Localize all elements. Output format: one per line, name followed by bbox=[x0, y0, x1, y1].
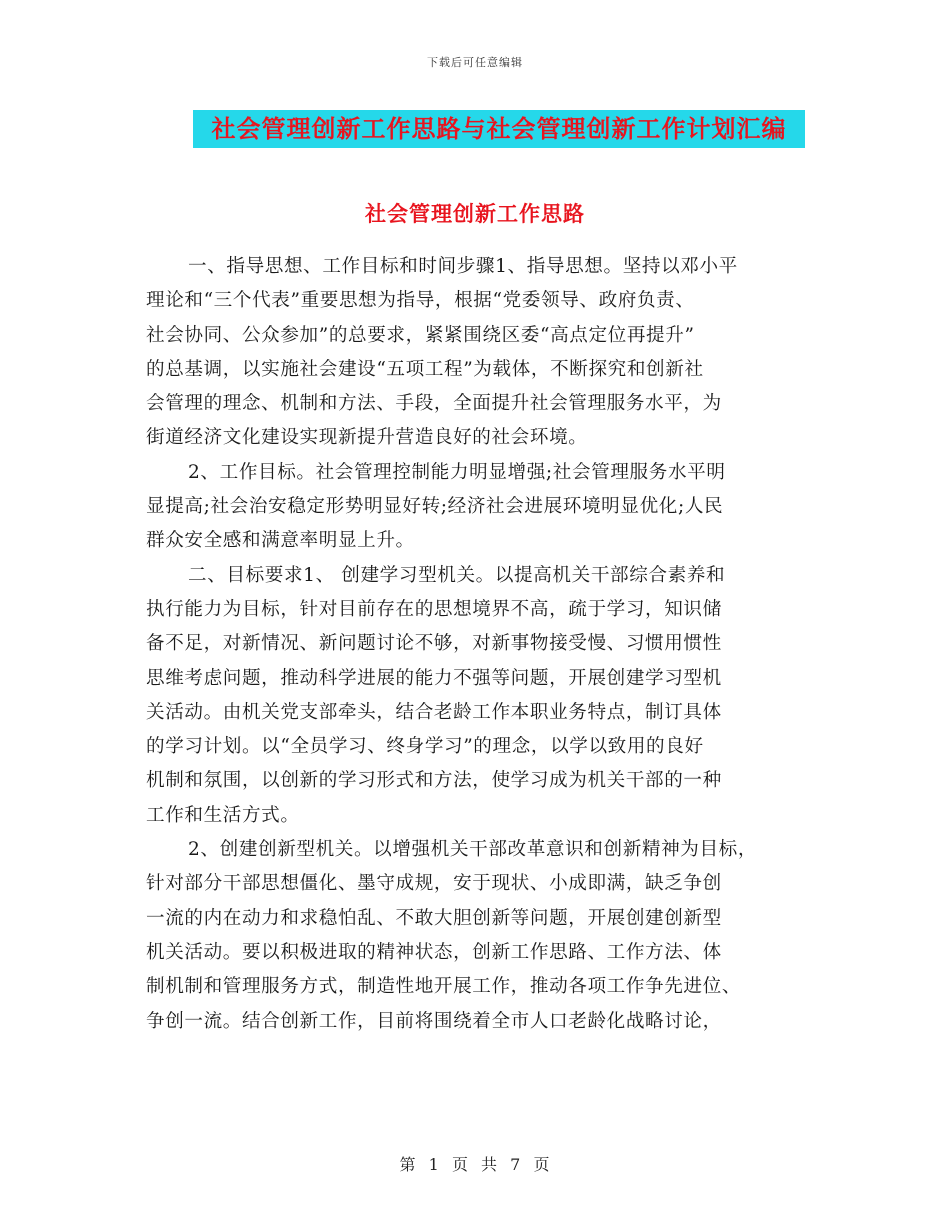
document-title: 社会管理创新工作思路与社会管理创新工作计划汇编 bbox=[193, 110, 805, 148]
paragraph-line: 工作和生活方式。 bbox=[146, 804, 300, 826]
paragraph-line: 的总基调，以实施社会建设“五项工程”为载体，不断探究和创新社 bbox=[146, 358, 704, 380]
paragraph bbox=[146, 833, 810, 1039]
paragraph-line: 关活动。由机关党支部牵头，结合老龄工作本职业务特点，制订具体 bbox=[146, 701, 722, 723]
paragraph bbox=[146, 250, 810, 456]
paragraph-line: 街道经济文化建设实现新提升营造良好的社会环境。 bbox=[146, 427, 588, 449]
paragraph-line: 争创一流。结合创新工作，目前将围绕着全市人口老龄化战略讨论， bbox=[146, 1010, 722, 1032]
paragraph-line: 2、工作目标。社会管理控制能力明显增强;社会管理服务水平明 bbox=[188, 461, 726, 483]
paragraph-line: 的学习计划。以“全员学习、终身学习”的理念，以学以致用的良好 bbox=[146, 736, 704, 758]
paragraph-line: 社会协同、公众参加”的总要求，紧紧围绕区委“高点定位再提升” bbox=[146, 324, 695, 346]
footer-page-number: 1 bbox=[428, 1155, 440, 1174]
footer-prefix: 第 bbox=[399, 1155, 417, 1174]
paragraph-line: 群众安全感和满意率明显上升。 bbox=[146, 530, 415, 552]
footer-total-unit: 页 bbox=[533, 1155, 551, 1174]
paragraph-line: 二、目标要求1、 创建学习型机关。以提高机关干部综合素养和 bbox=[188, 564, 726, 586]
paragraph-line: 制机制和管理服务方式，制造性地开展工作，推动各项工作争先进位、 bbox=[146, 976, 742, 998]
paragraph-line: 理论和“三个代表”重要思想为指导，根据“党委领导、政府负责、 bbox=[146, 290, 695, 312]
footer-total-pages: 7 bbox=[510, 1155, 522, 1174]
paragraph-line: 机关活动。要以积极进取的精神状态，创新工作思路、工作方法、体 bbox=[146, 941, 722, 963]
footer-total-prefix: 共 bbox=[481, 1155, 499, 1174]
paragraph bbox=[146, 559, 810, 833]
paragraph-line: 备不足，对新情况、新问题讨论不够，对新事物接受慢、习惯用惯性 bbox=[146, 633, 722, 655]
paragraph-line: 一流的内在动力和求稳怕乱、不敢大胆创新等问题，开展创建创新型 bbox=[146, 907, 722, 929]
footer-page-unit: 页 bbox=[451, 1155, 469, 1174]
header-note: 下载后可任意编辑 bbox=[427, 56, 523, 69]
paragraph-line: 2、创建创新型机关。以增强机关干部改革意识和创新精神为目标， bbox=[188, 839, 758, 861]
page-footer bbox=[0, 1152, 950, 1175]
document-body bbox=[146, 250, 810, 1039]
paragraph-line: 执行能力为目标，针对目前存在的思想境界不高，疏于学习，知识储 bbox=[146, 598, 722, 620]
paragraph-line: 一、指导思想、工作目标和时间步骤1、指导思想。坚持以邓小平 bbox=[188, 256, 738, 277]
paragraph-line: 显提高;社会治安稳定形势明显好转;经济社会进展环境明显优化;人民 bbox=[146, 496, 724, 518]
paragraph-line: 思维考虑问题，推动科学进展的能力不强等问题，开展创建学习型机 bbox=[146, 667, 722, 689]
section-title: 社会管理创新工作思路 bbox=[365, 201, 585, 226]
paragraph-line: 会管理的理念、机制和方法、手段，全面提升社会管理服务水平，为 bbox=[146, 393, 722, 415]
paragraph bbox=[146, 456, 810, 559]
paragraph-line: 针对部分干部思想僵化、墨守成规，安于现状、小成即满，缺乏争创 bbox=[146, 873, 722, 895]
paragraph-line: 机制和氛围，以创新的学习形式和方法，使学习成为机关干部的一种 bbox=[146, 770, 722, 792]
